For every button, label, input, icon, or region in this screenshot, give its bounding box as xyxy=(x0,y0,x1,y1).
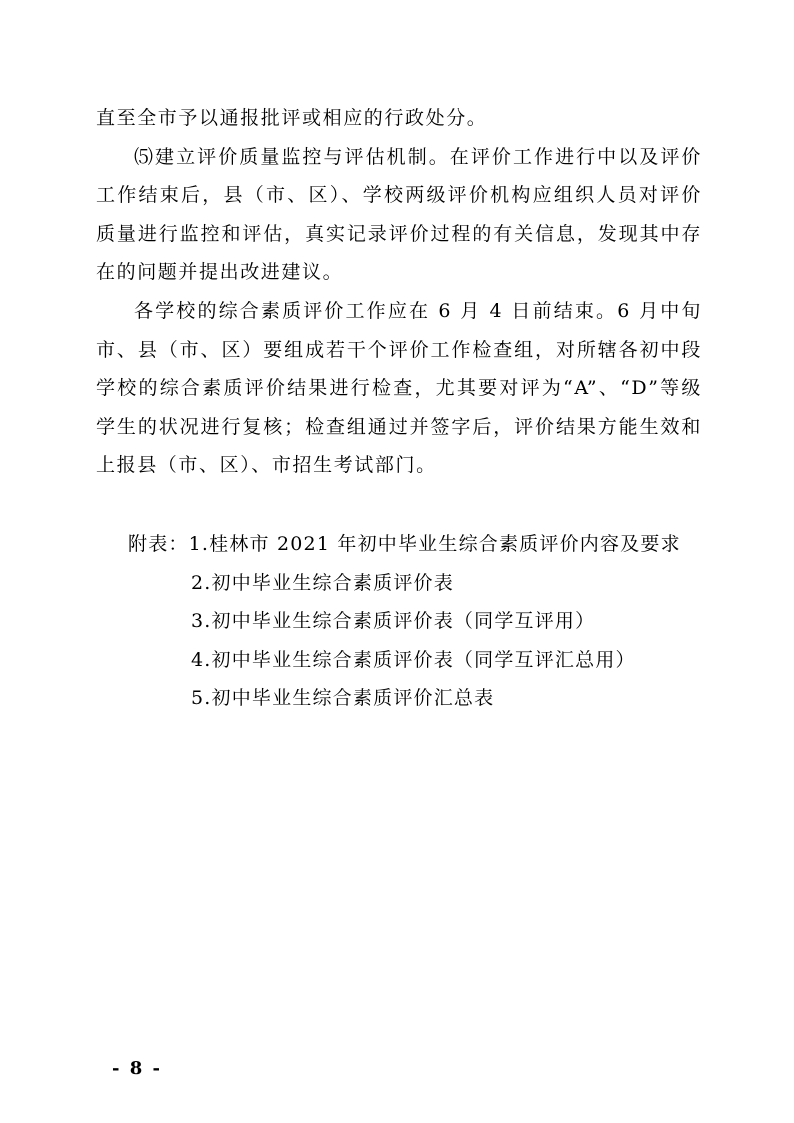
attachment-item-3: 3.初中毕业生综合素质评价表（同学互评用） xyxy=(191,610,596,633)
paragraph-deadline-and-review: 各学校的综合素质评价工作应在 6 月 4 日前结束。6 月中旬市、县（市、区）要组成若干个评价工作检查组，对所辖各初中段学校的综合素质评价结果进行检查，尤其要对评为“A”、“D”等级学生的状况进行复核；检查组通过并签字后，评价结果方能生效和上报县（市、区）、市招生考试部门。 xyxy=(96,299,702,477)
attachment-item-5: 5.初中毕业生综合素质评价汇总表 xyxy=(191,687,495,710)
body-text xyxy=(96,99,702,485)
attachment-item-4: 4.初中毕业生综合素质评价表（同学互评汇总用） xyxy=(191,648,636,671)
paragraph-continuation: 直至全市予以通报批评或相应的行政处分。 xyxy=(96,107,488,129)
attachment-item-2: 2.初中毕业生综合素质评价表 xyxy=(191,571,454,594)
attachments-label: 附表： xyxy=(128,533,189,555)
paragraph-quality-monitoring: ⑸建立评价质量监控与评估机制。在评价工作进行中以及评价工作结束后，县（市、区）、学校两级评价机构应组织人员对评价质量进行监控和评估，真实记录评价过程的有关信息，发现其中存在的问题并提出改进建议。 xyxy=(96,145,702,284)
page-number: - 8 - xyxy=(112,1058,162,1079)
attachments-list xyxy=(96,525,716,718)
attachment-item-1-text: 1.桂林市 2021 年初中毕业生综合素质评价内容及要求 xyxy=(188,533,681,555)
attachment-item-1 xyxy=(96,525,716,564)
